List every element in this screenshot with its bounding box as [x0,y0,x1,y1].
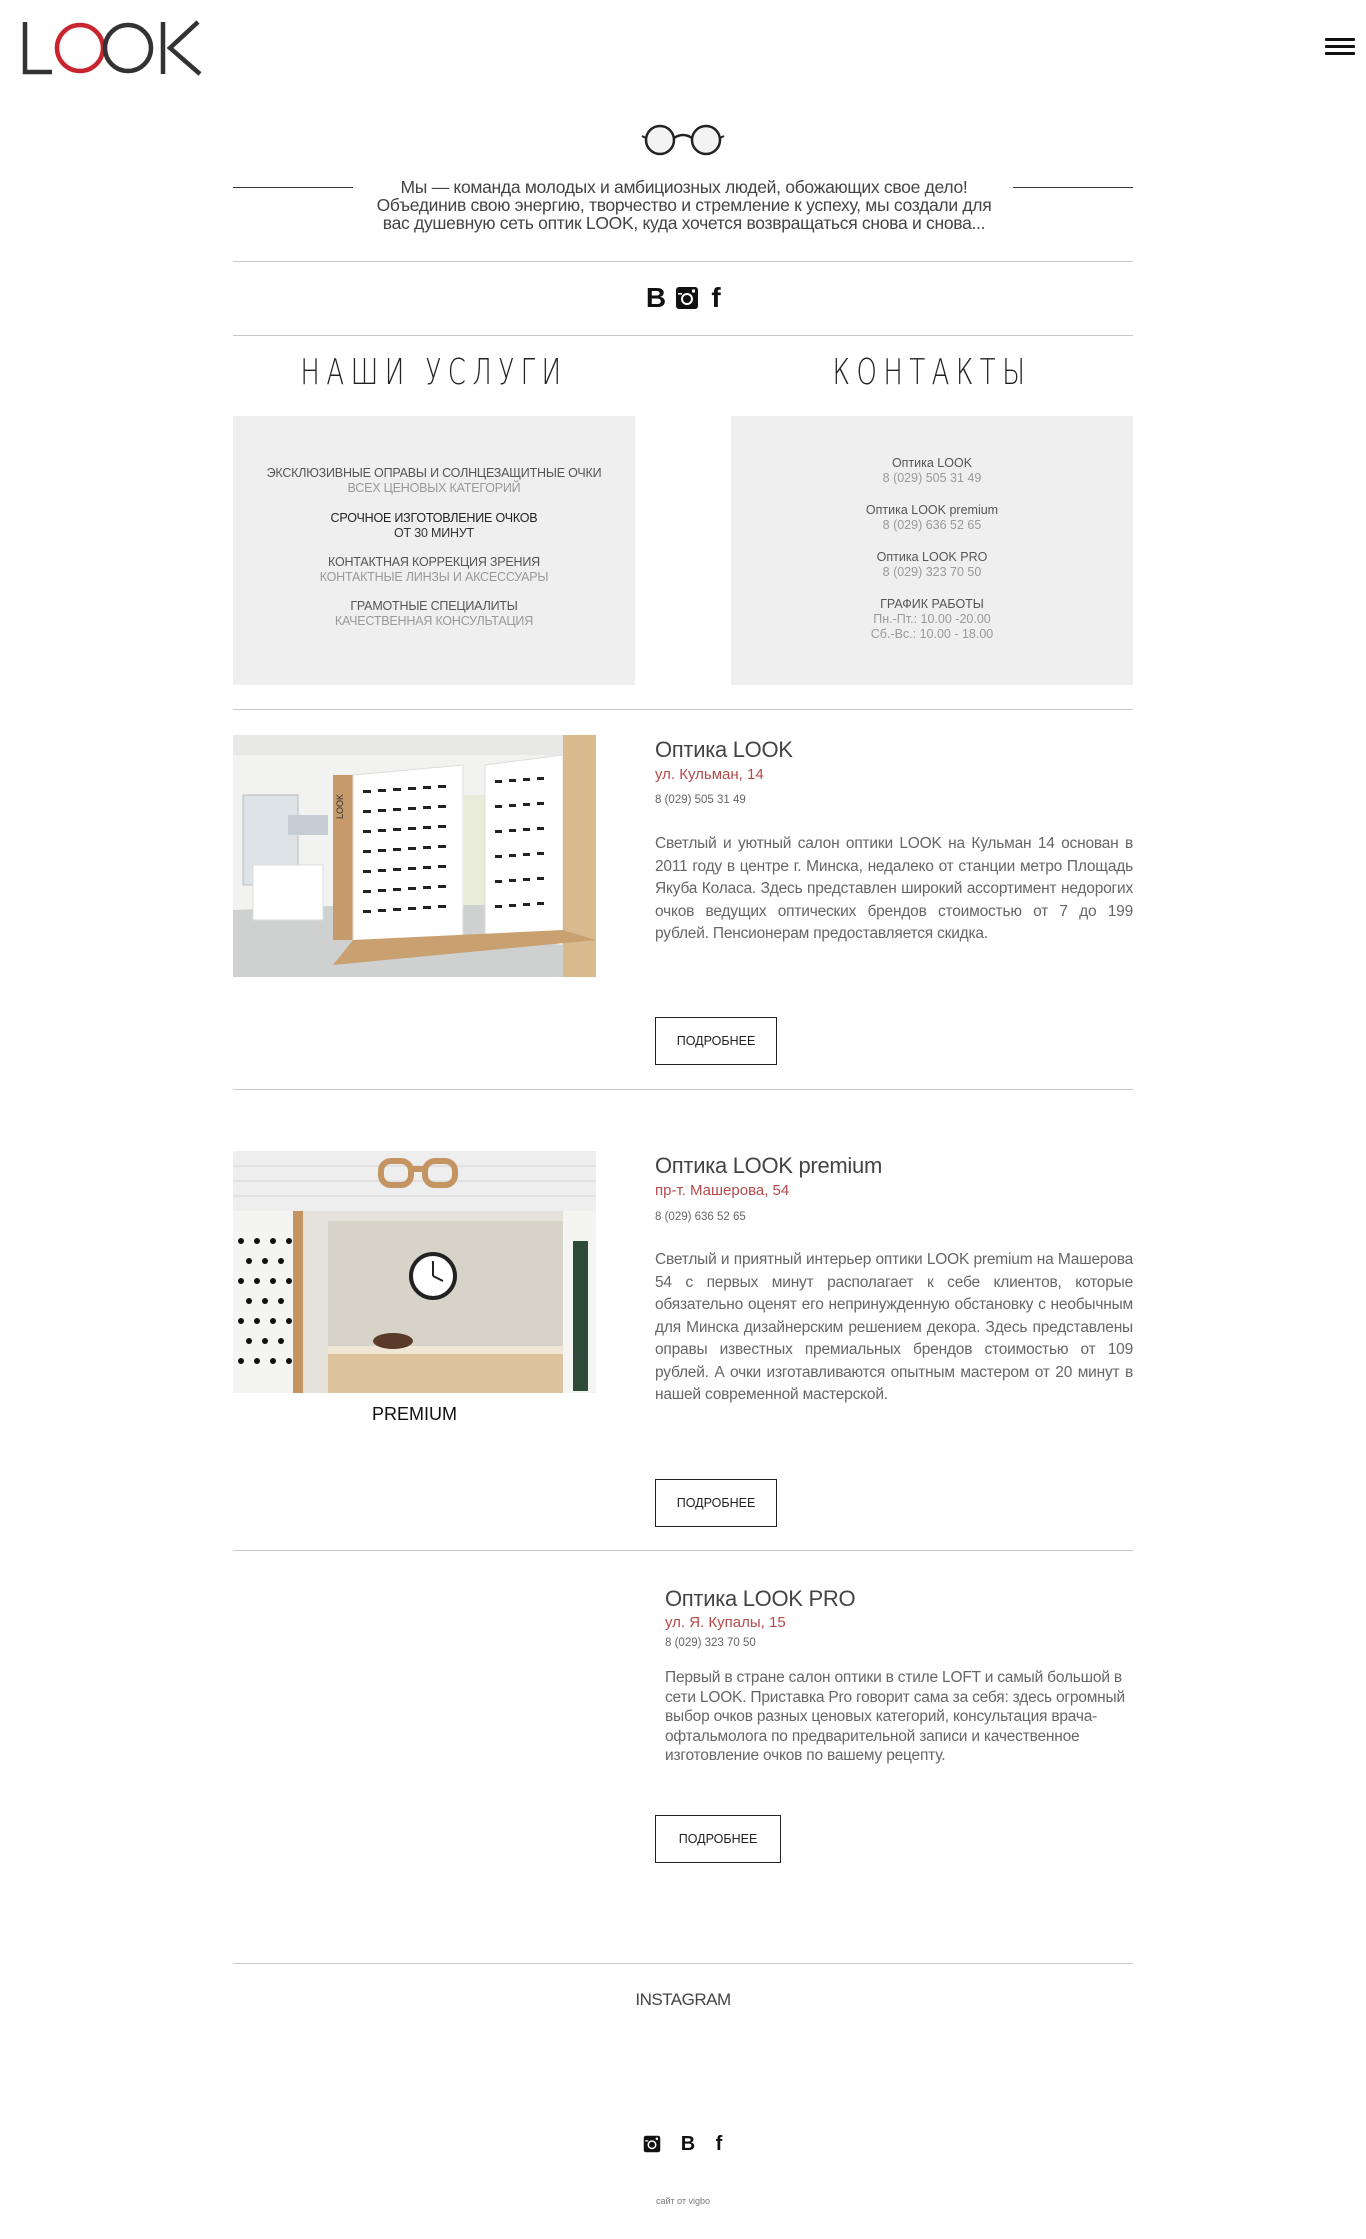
divider [233,1089,1133,1090]
store-title: Оптика LOOK premium [655,1153,882,1178]
contacts-title: КОНТАКТЫ [832,352,1032,393]
logo-mark [22,18,204,78]
store-phone[interactable]: 8 (029) 505 31 49 [655,794,746,806]
store-phone[interactable]: 8 (029) 636 52 65 [655,1211,746,1223]
contacts-panel [731,416,1133,685]
facebook-icon[interactable]: f [711,282,721,313]
social-links-footer [642,2134,726,2154]
service-item: КОНТАКТНАЯ КОРРЕКЦИЯ ЗРЕНИЯ КОНТАКТНЫЕ ЛИНЗЫ И АКСЕССУАРЫ [319,555,549,584]
intro-divider-right [1013,187,1133,188]
service-item: ЭКСКЛЮЗИВНЫЕ ОПРАВЫ И СОЛНЦЕЗАЩИТНЫЕ ОЧКИ ВСЕХ ЦЕНОВЫХ КАТЕГОРИЙ [266,466,602,495]
more-button[interactable]: ПОДРОБНЕЕ [655,1479,777,1527]
store-address[interactable]: ул. Кульман, 14 [655,766,764,783]
intro-divider-left [233,187,353,188]
contact-item: Оптика LOOK premium 8 (029) 636 52 65 [865,503,999,532]
logo[interactable] [22,18,204,78]
contact-item: Оптика LOOK PRO 8 (029) 323 70 50 [876,550,988,579]
divider [233,261,1133,262]
store-description: Светлый и уютный салон оптики LOOK на Кульман 14 основан в 2011 году в центре г. Минска, недалеко от станции метро Площадь Якуба Коласа. Здесь представлен широкий ассортимент недорогих очков ведущих оптических брендов стоимостью от 7 до 199 рублей. Пенсионерам предоставляется скидка. [655,835,1133,942]
store-photo-look[interactable] [233,735,596,977]
vk-icon[interactable]: B [645,282,667,313]
store-address[interactable]: ул. Я. Купалы, 15 [665,1614,786,1631]
divider [233,709,1133,710]
store-phone[interactable]: 8 (029) 323 70 50 [665,1637,756,1649]
store-photo-premium[interactable] [233,1151,596,1393]
service-item: ГРАМОТНЫЕ СПЕЦИАЛИТЫ КАЧЕСТВЕННАЯ КОНСУЛЬТАЦИЯ [334,599,534,628]
facebook-icon[interactable]: f [715,2132,723,2155]
instagram-icon[interactable] [674,284,700,312]
store-title: Оптика LOOK PRO [665,1586,856,1611]
instagram-title: INSTAGRAM [635,1990,731,2009]
more-button[interactable]: ПОДРОБНЕЕ [655,1017,777,1065]
social-links-top [644,284,726,312]
more-button[interactable]: ПОДРОБНЕЕ [655,1815,781,1863]
store-address[interactable]: пр-т. Машерова, 54 [655,1182,790,1199]
vk-icon[interactable]: B [680,2132,696,2155]
store-description: Первый в стране салон оптики в стиле LOFT и самый большой в сети LOOK. Приставка Pro говорит сама за себя: здесь огромный выбор очков разных ценовых категорий, консультация врача-офтальмолога по предварительной записи и качественное изготовление очков по вашему рецепту. [665,1669,1125,1764]
schedule: ГРАФИК РАБОТЫ Пн.-Пт.: 10.00 -20.00 Сб.-Вс.: 10.00 - 18.00 [870,597,994,641]
instagram-icon[interactable] [642,2134,662,2154]
site-credit[interactable]: сайт от vigbo [655,2196,711,2206]
divider [233,335,1133,336]
store-caption: PREMIUM [372,1404,457,1424]
hamburger-icon[interactable] [1325,38,1355,60]
store-sign: LOOK [335,793,345,819]
services-panel [233,416,635,685]
services-title: НАШИ УСЛУГИ [300,352,568,393]
glasses-icon [640,120,726,160]
service-item: СРОЧНОЕ ИЗГОТОВЛЕНИЕ ОЧКОВ ОТ 30 МИНУТ [330,511,538,540]
intro-text: Мы — команда молодых и амбициозных людей, обожающих свое дело! Объединив свою энергию, творчество и стремление к успеху, мы создали для вас душевную сеть оптик LOOK, куда хочется возвращаться снова и снова... [376,177,992,233]
divider [233,1550,1133,1551]
store-description: Светлый и приятный интерьер оптики LOOK premium на Машерова 54 с первых минут располагает к себе клиентов, которые обязательно оценят его непринужденную обстановку с необычным для Минска дизайнерским решением декора. Здесь представлены оправы известных премиальных брендов стоимостью от 109 рублей. А очки изготавливаются опытным мастером от 20 минут в нашей современной мастерской. [655,1251,1133,1403]
divider [233,1963,1133,1964]
store-title: Оптика LOOK [655,737,793,762]
contact-item: Оптика LOOK 8 (029) 505 31 49 [882,456,982,485]
